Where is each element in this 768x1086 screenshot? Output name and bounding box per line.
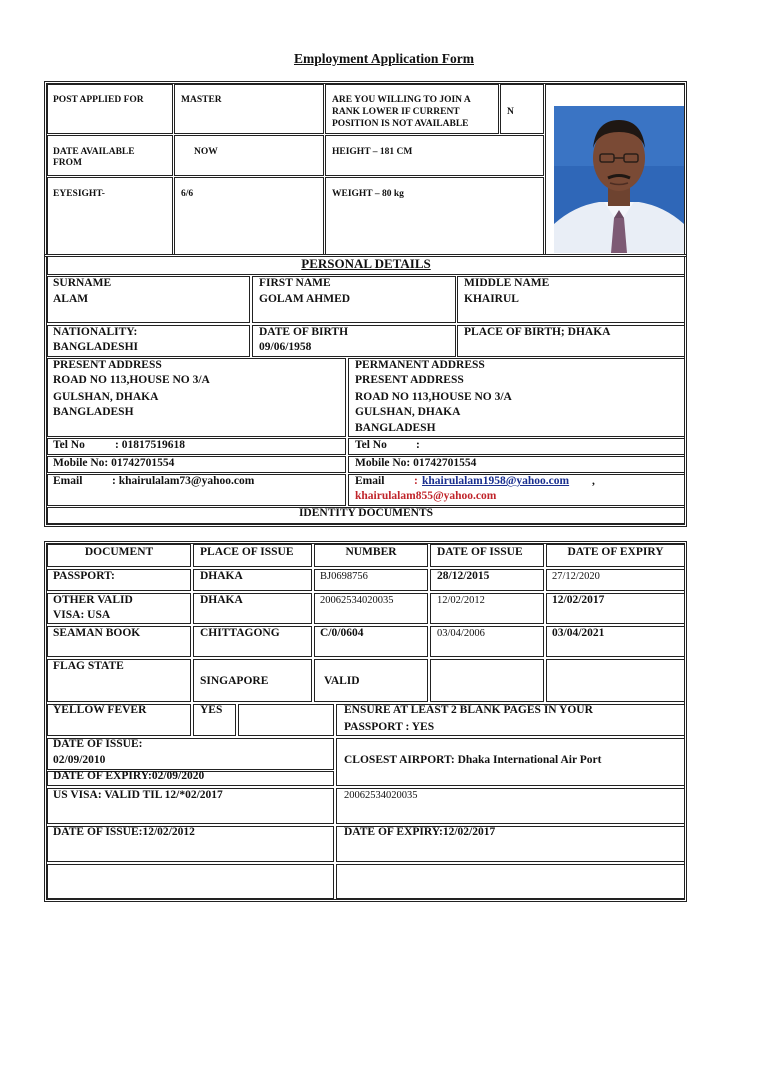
permanent-address-line1: ROAD NO 113,HOUSE NO 3/A [355,391,512,403]
eyesight-value-cell [174,177,324,255]
present-address-line1: ROAD NO 113,HOUSE NO 3/A [53,374,210,386]
passport-number: BJ0698756 [320,571,368,582]
identity-documents-heading: IDENTITY DOCUMENTS [298,507,434,519]
pob-value: PLACE OF BIRTH; DHAKA [464,326,611,338]
form-title: Employment Application Form [293,51,474,66]
date-available-value: NOW [194,147,218,157]
nationality-label: NATIONALITY: [53,326,138,338]
nationality-value: BANGLADESHI [53,341,138,353]
email-right-colon: : [414,475,418,487]
flag-state-place: SINGAPORE [200,675,269,687]
middle-name-label: MIDDLE NAME [464,277,550,289]
tel-right-value: : [416,439,420,451]
seaman-place: CHITTAGONG [200,627,280,639]
applicant-photo [554,106,684,253]
eyesight-label: EYESIGHT- [53,189,105,199]
date-available-label-line2: FROM [53,158,83,168]
us-expiry-date: DATE OF EXPIRY:12/02/2017 [344,826,496,838]
flag-state-number: VALID [324,675,360,687]
present-address-label: PRESENT ADDRESS [53,359,162,371]
post-applied-value: MASTER [181,95,222,105]
flag-cell [546,659,685,702]
rank-question-line3: POSITION IS NOT AVAILABLE [332,119,469,129]
us-issue-date: DATE OF ISSUE:12/02/2012 [53,826,195,838]
header-date-of-issue: DATE OF ISSUE [437,546,523,558]
seaman-book-label: SEAMAN BOOK [53,627,141,639]
flag-state-label: FLAG STATE [53,660,124,672]
passport-expiry-date: 27/12/2020 [552,571,600,582]
email-right-label: Email [355,475,385,487]
us-visa: US VISA: VALID TIL 12/*02/2017 [53,789,223,801]
tel-right-label: Tel No [355,439,387,451]
dob-value: 09/06/1958 [259,341,312,353]
visa-number: 20062534020035 [320,595,394,606]
weight-value: WEIGHT – 80 kg [332,189,404,199]
rank-question-line2: RANK LOWER IF CURRENT [332,107,460,117]
us-visa-number: 20062534020035 [344,790,418,801]
passport-label: PASSPORT: [53,570,115,582]
present-address-line2: GULSHAN, DHAKA [53,391,159,403]
surname-value: ALAM [53,293,89,305]
first-name-value: GOLAM AHMED [259,293,351,305]
tel-left-value: : 01817519618 [115,439,185,451]
rank-answer: N [507,107,514,117]
mobile-right: Mobile No: 01742701554 [355,457,477,469]
yellow-fever-label: YELLOW FEVER [53,704,147,716]
date-available-label-line1: DATE AVAILABLE [53,147,135,157]
mobile-left: Mobile No: 01742701554 [53,457,175,469]
visa-expiry-date: 12/02/2017 [552,594,605,606]
yf-expiry: DATE OF EXPIRY:02/09/2020 [53,770,205,782]
post-label-cell [47,84,173,134]
permanent-address-line0: PRESENT ADDRESS [355,374,464,386]
visa-label-line2: VISA: USA [53,609,111,621]
height-value: HEIGHT – 181 CM [332,147,413,157]
rank-question-line1: ARE YOU WILLING TO JOIN A [332,95,471,105]
visa-issue-date: 12/02/2012 [437,595,485,606]
middle-name-value: KHAIRUL [464,293,519,305]
permanent-address-label: PERMANENT ADDRESS [355,359,485,371]
tel-right-cell [348,438,685,455]
header-date-of-expiry: DATE OF EXPIRY [567,546,664,558]
permanent-address-line2: GULSHAN, DHAKA [355,406,461,418]
passport-issue-date: 28/12/2015 [437,570,490,582]
present-address-line3: BANGLADESH [53,406,134,418]
flag-cell [430,659,544,702]
surname-label: SURNAME [53,277,112,289]
email-right-comma: , [592,475,595,487]
seaman-issue-date: 03/04/2006 [437,628,485,639]
first-name-label: FIRST NAME [259,277,331,289]
yellow-fever-cell [238,704,334,736]
permanent-address-line3: BANGLADESH [355,422,436,434]
yellow-fever-value: YES [200,704,223,716]
eyesight-value: 6/6 [181,189,194,199]
blank-pages-line1: ENSURE AT LEAST 2 BLANK PAGES IN YOUR [344,704,593,716]
email-left-label: Email [53,475,83,487]
header-document: DOCUMENT [84,546,154,558]
closest-airport: CLOSEST AIRPORT: Dhaka International Air Port [344,754,602,766]
seaman-number: C/0/0604 [320,627,364,639]
visa-place: DHAKA [200,594,243,606]
seaman-expiry-date: 03/04/2021 [552,627,605,639]
personal-details-heading: PERSONAL DETAILS [301,256,431,271]
email-left-value: : khairulalam73@yahoo.com [112,475,255,487]
tel-left-cell [47,438,346,455]
visa-label-line1: OTHER VALID [53,594,133,606]
yf-issue-label: DATE OF ISSUE: [53,738,143,750]
empty-cell [336,864,685,899]
header-number: NUMBER [345,546,397,558]
yf-issue-date: 02/09/2010 [53,754,106,766]
dob-label: DATE OF BIRTH [259,326,349,338]
email-right-link-1[interactable]: khairulalam1958@yahoo.com [422,475,570,487]
email-right-link-2[interactable]: khairulalam855@yahoo.com [355,490,497,502]
blank-pages-line2: PASSPORT : YES [344,721,435,733]
post-value-cell [174,84,324,134]
post-applied-label: POST APPLIED FOR [53,95,144,105]
header-place-of-issue: PLACE OF ISSUE [200,546,294,558]
empty-cell [47,864,334,899]
passport-place: DHAKA [200,570,243,582]
tel-left-label: Tel No [53,439,85,451]
